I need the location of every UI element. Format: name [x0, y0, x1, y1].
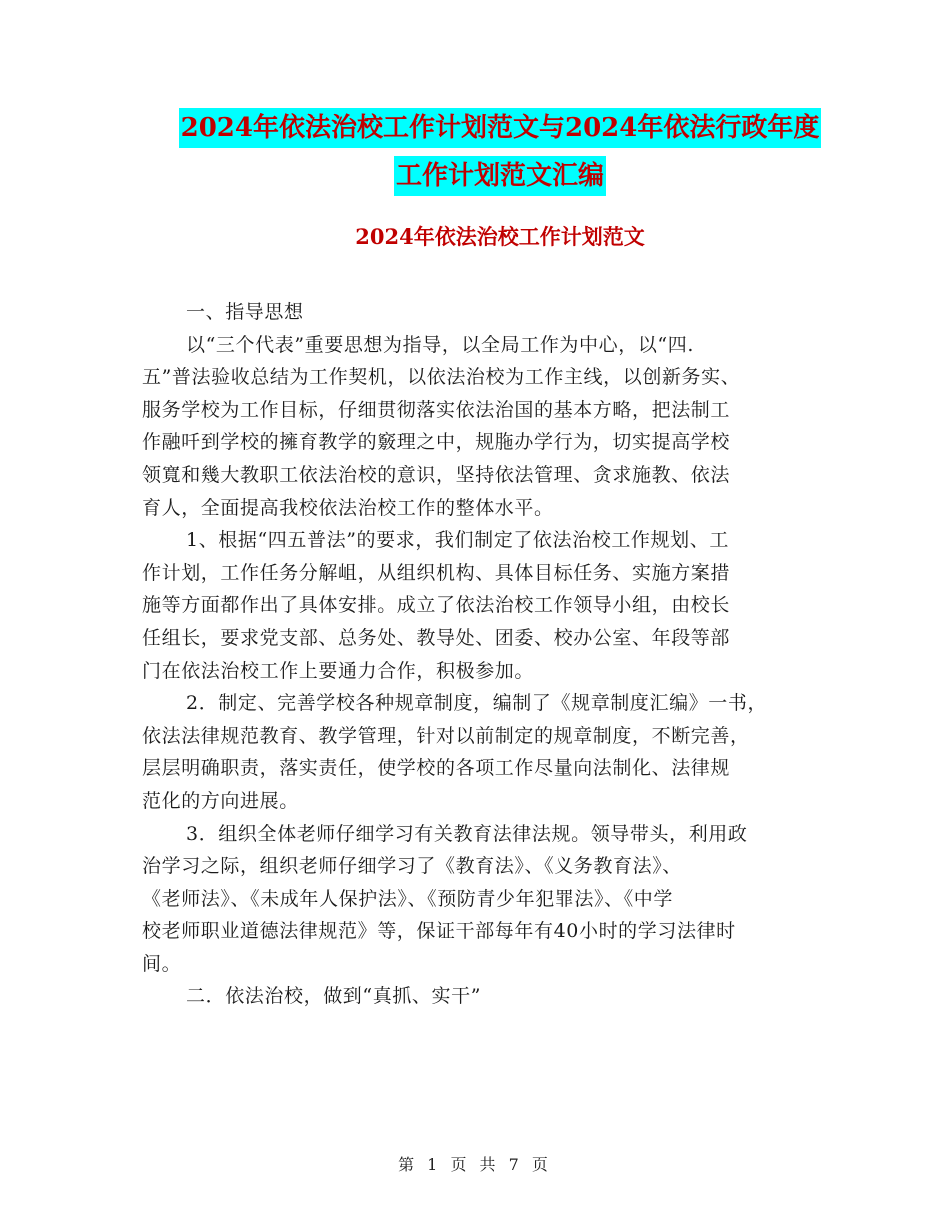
body-line: 任组长，要求党支部、总务处、教导处、团委、校办公室、年段等部	[142, 626, 731, 649]
body-line: 依法法律规范教育、教学管理，针对以前制定的规章制度，不断完善，	[142, 724, 750, 747]
body-line: 层层明确职责，落实责任，使学校的各项工作尽量向法制化、法律规	[142, 757, 731, 780]
document-title	[120, 108, 880, 204]
body-line: 作融吀到学校的擁育教学的竅理之中，规胣办学行为，切实提高学校	[142, 431, 731, 454]
title-line-2: 工作计划范文汇编	[394, 156, 606, 196]
body-line: 育人，全面提高我校依法治校工作的整体水平。	[142, 496, 554, 519]
body-line: 二．依法治校，做到“真抓、实干”	[186, 985, 482, 1008]
body-line: 以“三个代表”重要思想为指导，以全局工作为中心，以“四.	[186, 333, 694, 356]
body-line: 2．制定、完善学校各种规章制度，编制了《规章制度汇编》一书，	[186, 692, 768, 715]
body-line: 五”普法验收总结为工作契机，以依法治校为工作主线，以创新务实、	[142, 366, 741, 389]
section-subtitle: 2024年依法治校工作计划范文	[355, 224, 645, 249]
body-line: 1、根据“四五普法”的要求，我们制定了依法治校工作规划、工	[186, 529, 729, 552]
body-line: 范化的方向进展。	[142, 789, 299, 812]
body-line: 施等方面都作出了具体安排。成立了依法治校工作领导小组，由校长	[142, 594, 731, 617]
document-body	[142, 296, 822, 1013]
body-line: 作计划，工作任务分解岨，从组织机构、具体目标任务、实施方案措	[142, 561, 731, 584]
body-line: 一、指导思想	[186, 301, 304, 323]
body-line: 校老师职业道德法律规范》等，保证干部每年有40小时的学习法律时	[142, 920, 736, 943]
body-line: 《老师法》、《未成年人保护法》、《预防青少年犯罪法》、《中学	[142, 887, 674, 910]
title-line-1: 2024年依法治校工作计划范文与2024年依法行政年度	[179, 108, 822, 148]
body-line: 服务学校为工作目标，仔细贯彻落实依法治国的基本方略，把法制工	[142, 398, 731, 421]
page-footer: 第 1 页 共 7 页	[398, 1155, 552, 1174]
body-line: 领寬和幾大教职工依法治校的意识，坚持依法管理、贪求施教、依法	[142, 463, 731, 486]
body-line: 门在依法治校工作上要通力合作，积极参加。	[142, 659, 535, 682]
body-line: 间。	[142, 952, 182, 975]
body-line: 3．组织全体老师仔细学习有关教育法律法规。领导带头，利用政	[186, 822, 748, 845]
body-line: 治学习之际，组织老师仔细学习了《教育法》、《义务教育法》、	[142, 855, 682, 878]
